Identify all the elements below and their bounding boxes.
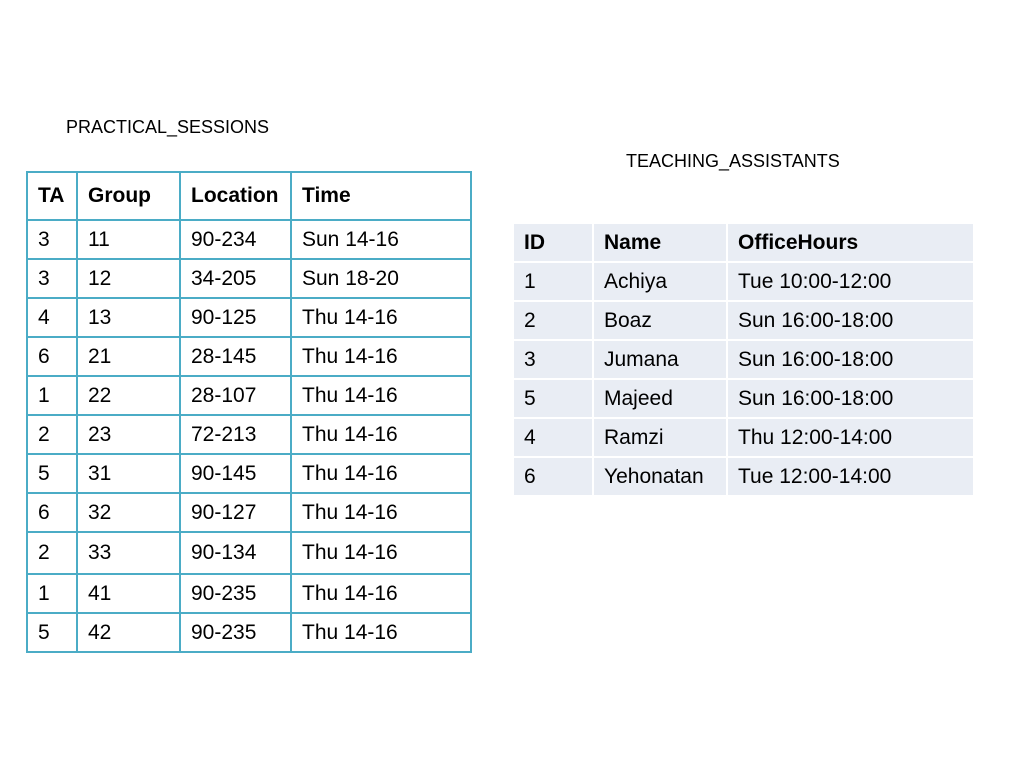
table-cell: Thu 14-16 bbox=[291, 376, 471, 415]
table-cell: Thu 12:00-14:00 bbox=[727, 418, 974, 457]
table-cell: Sun 16:00-18:00 bbox=[727, 340, 974, 379]
column-header-ta: TA bbox=[27, 172, 77, 220]
column-header-location: Location bbox=[180, 172, 291, 220]
table-row bbox=[513, 418, 974, 457]
table-row bbox=[27, 532, 471, 574]
table-row bbox=[27, 376, 471, 415]
table-cell: Ramzi bbox=[593, 418, 727, 457]
table-cell: 11 bbox=[77, 220, 180, 259]
table-cell: Thu 14-16 bbox=[291, 613, 471, 652]
table-cell: Boaz bbox=[593, 301, 727, 340]
table-cell: 33 bbox=[77, 532, 180, 574]
table-cell: 5 bbox=[513, 379, 593, 418]
table-cell: 2 bbox=[513, 301, 593, 340]
table-cell: 4 bbox=[513, 418, 593, 457]
table-row bbox=[513, 379, 974, 418]
practical-sessions-caption: PRACTICAL_SESSIONS bbox=[66, 117, 270, 137]
table-cell: 90-125 bbox=[180, 298, 291, 337]
teaching-assistants-table bbox=[512, 222, 975, 497]
table-cell: 31 bbox=[77, 454, 180, 493]
table-cell: 21 bbox=[77, 337, 180, 376]
table-row bbox=[27, 574, 471, 613]
table-cell: 6 bbox=[513, 457, 593, 496]
table-cell: 3 bbox=[27, 259, 77, 298]
table-row bbox=[513, 457, 974, 496]
table-row bbox=[27, 259, 471, 298]
table-cell: Thu 14-16 bbox=[291, 532, 471, 574]
table-cell: 6 bbox=[27, 493, 77, 532]
table-row bbox=[27, 613, 471, 652]
table-row bbox=[27, 337, 471, 376]
table-cell: 90-127 bbox=[180, 493, 291, 532]
table-cell: 1 bbox=[27, 376, 77, 415]
table-cell: 72-213 bbox=[180, 415, 291, 454]
table-cell: Sun 14-16 bbox=[291, 220, 471, 259]
table-cell: 1 bbox=[513, 262, 593, 301]
table-header-row bbox=[513, 223, 974, 262]
table-cell: 3 bbox=[27, 220, 77, 259]
table-cell: 34-205 bbox=[180, 259, 291, 298]
table-cell: 90-235 bbox=[180, 613, 291, 652]
table-cell: Jumana bbox=[593, 340, 727, 379]
table-cell: 5 bbox=[27, 613, 77, 652]
table-cell: 90-145 bbox=[180, 454, 291, 493]
practical-sessions-table bbox=[26, 171, 472, 653]
table-cell: Thu 14-16 bbox=[291, 337, 471, 376]
table-cell: Achiya bbox=[593, 262, 727, 301]
table-cell: 12 bbox=[77, 259, 180, 298]
column-header-time: Time bbox=[291, 172, 471, 220]
table-cell: 4 bbox=[27, 298, 77, 337]
table-cell: 1 bbox=[27, 574, 77, 613]
teaching-assistants-caption: TEACHING_ASSISTANTS bbox=[626, 151, 840, 171]
table-cell: 23 bbox=[77, 415, 180, 454]
column-header-group: Group bbox=[77, 172, 180, 220]
table-cell: 2 bbox=[27, 415, 77, 454]
table-cell: 3 bbox=[513, 340, 593, 379]
table-cell: 28-145 bbox=[180, 337, 291, 376]
table-row bbox=[513, 262, 974, 301]
table-row bbox=[27, 454, 471, 493]
table-cell: 22 bbox=[77, 376, 180, 415]
table-cell: Tue 12:00-14:00 bbox=[727, 457, 974, 496]
table-cell: 42 bbox=[77, 613, 180, 652]
table-row bbox=[513, 340, 974, 379]
column-header-id: ID bbox=[513, 223, 593, 262]
table-cell: 90-235 bbox=[180, 574, 291, 613]
table-cell: Thu 14-16 bbox=[291, 493, 471, 532]
table-cell: 5 bbox=[27, 454, 77, 493]
table-cell: 90-234 bbox=[180, 220, 291, 259]
table-cell: 90-134 bbox=[180, 532, 291, 574]
table-cell: 13 bbox=[77, 298, 180, 337]
table-cell: Yehonatan bbox=[593, 457, 727, 496]
table-cell: Tue 10:00-12:00 bbox=[727, 262, 974, 301]
table-cell: Majeed bbox=[593, 379, 727, 418]
table-row bbox=[27, 415, 471, 454]
table-cell: Sun 16:00-18:00 bbox=[727, 301, 974, 340]
table-cell: Sun 18-20 bbox=[291, 259, 471, 298]
table-cell: 6 bbox=[27, 337, 77, 376]
table-row bbox=[27, 298, 471, 337]
table-cell: Thu 14-16 bbox=[291, 298, 471, 337]
table-cell: 41 bbox=[77, 574, 180, 613]
table-cell: 28-107 bbox=[180, 376, 291, 415]
table-row bbox=[513, 301, 974, 340]
table-header-row bbox=[27, 172, 471, 220]
table-cell: Thu 14-16 bbox=[291, 454, 471, 493]
table-row bbox=[27, 493, 471, 532]
column-header-name: Name bbox=[593, 223, 727, 262]
column-header-office-hours: OfficeHours bbox=[727, 223, 974, 262]
table-cell: Sun 16:00-18:00 bbox=[727, 379, 974, 418]
table-cell: Thu 14-16 bbox=[291, 574, 471, 613]
table-row bbox=[27, 220, 471, 259]
table-cell: Thu 14-16 bbox=[291, 415, 471, 454]
table-cell: 2 bbox=[27, 532, 77, 574]
table-cell: 32 bbox=[77, 493, 180, 532]
